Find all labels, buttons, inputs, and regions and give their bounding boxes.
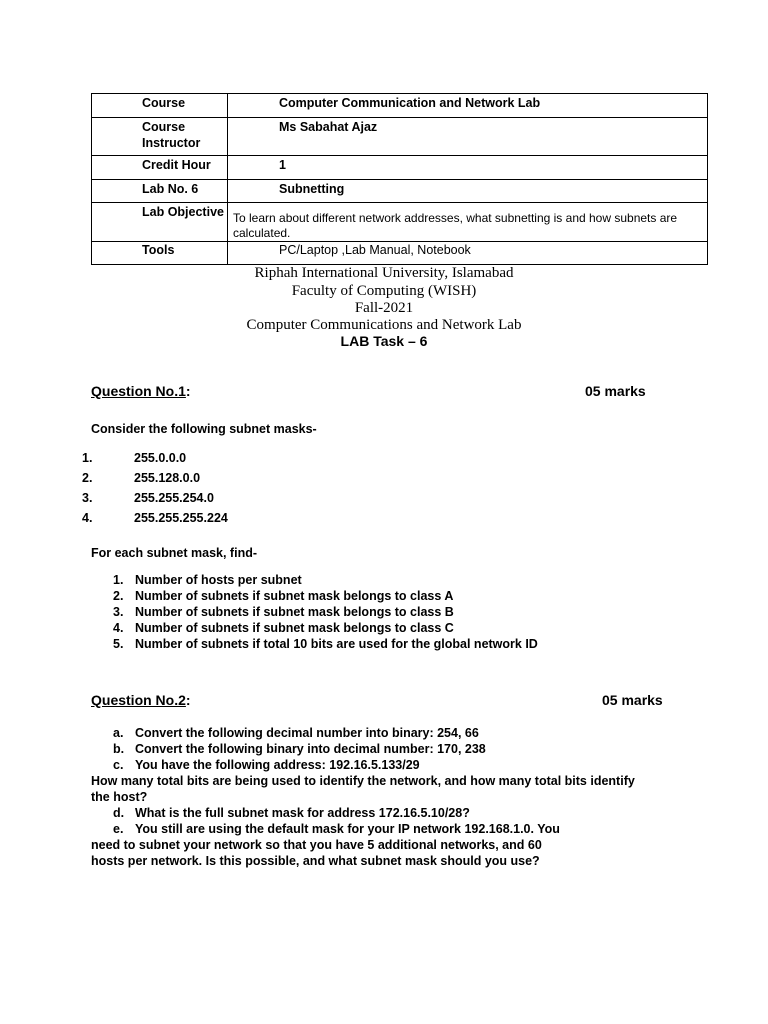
table-row — [92, 118, 708, 156]
question-1-title: Question No.1 — [91, 383, 186, 399]
row-label: Lab No. 6 — [92, 180, 228, 203]
lab-task-title: LAB Task – 6 — [340, 333, 428, 349]
row-value: Computer Communication and Network Lab — [228, 94, 708, 118]
list-text: 255.0.0.0 — [134, 451, 187, 465]
list-text: You have the following address: 192.16.5.133/29 — [135, 758, 420, 772]
question-1-marks: 05 marks — [585, 383, 646, 399]
question-2-colon: : — [185, 692, 191, 708]
list-number: 3. — [113, 605, 124, 619]
list-letter: e. — [113, 822, 124, 836]
list-number: 1. — [113, 573, 124, 587]
question-2-marks: 05 marks — [602, 692, 663, 708]
item-e-continuation-1: need to subnet your network so that you have 5 additional networks, and 60 — [91, 838, 542, 852]
list-number: 4. — [113, 621, 124, 635]
list-letter: a. — [113, 726, 124, 740]
row-label: Course — [92, 94, 228, 118]
course-info-table — [91, 93, 708, 265]
list-letter: b. — [113, 742, 125, 756]
table-row — [92, 242, 708, 265]
row-value: 1 — [228, 156, 708, 180]
table-row — [92, 203, 708, 242]
question-1-heading — [91, 383, 191, 399]
table-row — [92, 156, 708, 180]
question-2-title: Question No.2 — [91, 692, 186, 708]
item-e-continuation-2: hosts per network. Is this possible, and what subnet mask should you use? — [91, 854, 540, 868]
list-text: Number of subnets if subnet mask belongs to class C — [135, 621, 454, 635]
university-name: Riphah International University, Islamabad — [254, 265, 514, 281]
row-value: PC/Laptop ,Lab Manual, Notebook — [228, 242, 708, 265]
term: Fall-2021 — [354, 300, 414, 316]
item-c-continuation-1: How many total bits are being used to identify the network, and how many total bits identify — [91, 774, 635, 788]
list-text: Number of subnets if subnet mask belongs to class B — [135, 605, 454, 619]
row-value: Ms Sabahat Ajaz — [228, 118, 708, 156]
row-label: Lab Objective — [92, 203, 228, 242]
list-text: What is the full subnet mask for address 172.16.5.10/28? — [135, 806, 470, 820]
question-1-colon: : — [185, 383, 191, 399]
row-value: Subnetting — [228, 180, 708, 203]
question-1-intro: Consider the following subnet masks- — [91, 422, 317, 436]
list-number: 2. — [113, 589, 124, 603]
course-title: Computer Communications and Network Lab — [246, 317, 522, 333]
list-number: 5. — [113, 637, 124, 651]
list-letter: d. — [113, 806, 125, 820]
row-label: Credit Hour — [92, 156, 228, 180]
list-text: Number of subnets if subnet mask belongs to class A — [135, 589, 454, 603]
list-number: 2. — [82, 471, 93, 485]
item-c-continuation-2: the host? — [91, 790, 148, 804]
list-letter: c. — [113, 758, 124, 772]
list-number: 4. — [82, 511, 93, 525]
list-text: Number of hosts per subnet — [135, 573, 302, 587]
table-row — [92, 180, 708, 203]
list-text: Convert the following decimal number into binary: 254, 66 — [135, 726, 479, 740]
question-2-heading — [91, 692, 191, 708]
list-text: 255.255.254.0 — [134, 491, 214, 505]
list-number: 3. — [82, 491, 93, 505]
list-text: 255.128.0.0 — [134, 471, 201, 485]
row-value: To learn about different network addresses, what subnetting is and how subnets are calculated. — [228, 203, 708, 242]
list-text: 255.255.255.224 — [134, 511, 228, 525]
table-row — [92, 94, 708, 118]
list-text: Convert the following binary into decimal number: 170, 238 — [135, 742, 486, 756]
list-text: You still are using the default mask for your IP network 192.168.1.0. You — [135, 822, 560, 836]
row-label: Tools — [92, 242, 228, 265]
find-intro: For each subnet mask, find- — [91, 546, 258, 560]
list-text: Number of subnets if total 10 bits are used for the global network ID — [135, 637, 538, 651]
faculty-name: Faculty of Computing (WISH) — [291, 283, 477, 299]
row-label: Course Instructor — [92, 118, 228, 156]
list-number: 1. — [82, 451, 93, 465]
